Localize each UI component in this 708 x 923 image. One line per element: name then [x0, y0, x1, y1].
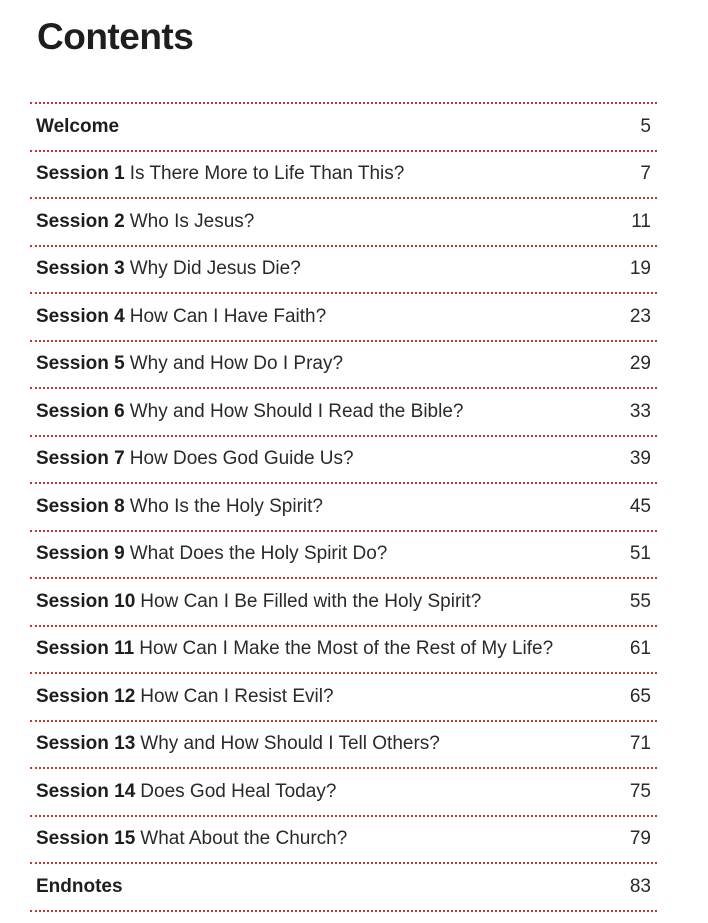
toc-entry-title: What Does the Holy Spirit Do?	[129, 543, 388, 565]
toc-entry-title: How Can I Make the Most of the Rest of My Life?	[139, 638, 554, 660]
toc-entry-page-number: 5	[640, 115, 651, 137]
toc-entry-session-4[interactable]	[30, 294, 657, 342]
table-of-contents	[30, 102, 657, 912]
toc-entry-title: Who Is the Holy Spirit?	[129, 495, 323, 517]
toc-entry-page-number: 51	[629, 543, 651, 565]
toc-entry-title: Who Is Jesus?	[129, 210, 255, 232]
toc-entry-session-6[interactable]	[30, 389, 657, 437]
toc-entry-label: Session 4	[36, 305, 125, 327]
toc-entry-session-1[interactable]	[30, 152, 657, 200]
toc-entry-label: Session 9	[36, 543, 125, 565]
toc-entry-session-12[interactable]	[30, 674, 657, 722]
toc-entry-page-number: 39	[629, 448, 651, 470]
toc-entry-page-number: 11	[631, 210, 651, 232]
toc-entry-session-9[interactable]	[30, 532, 657, 580]
toc-entry-label: Session 15	[36, 828, 136, 850]
toc-entry-page-number: 29	[629, 353, 651, 375]
toc-entry-page-number: 45	[629, 495, 651, 517]
toc-entry-title: How Can I Resist Evil?	[140, 685, 334, 707]
toc-entry-label: Session 12	[36, 685, 136, 707]
toc-entry-page-number: 19	[629, 258, 651, 280]
toc-entry-endnotes[interactable]	[30, 864, 657, 912]
toc-entry-page-number: 33	[629, 400, 651, 422]
toc-entry-page-number: 75	[629, 780, 651, 802]
toc-entry-title: Why and How Should I Read the Bible?	[129, 400, 464, 422]
toc-entry-page-number: 61	[629, 638, 651, 660]
toc-entry-page-number: 71	[629, 733, 651, 755]
toc-entry-page-number: 83	[629, 875, 651, 897]
toc-entry-page-number: 23	[629, 305, 651, 327]
toc-entry-label: Welcome	[36, 115, 120, 137]
toc-entry-label: Session 14	[36, 780, 136, 802]
toc-entry-session-14[interactable]	[30, 769, 657, 817]
toc-entry-page-number: 65	[629, 685, 651, 707]
toc-entry-title: Why and How Do I Pray?	[129, 353, 344, 375]
toc-entry-title: Does God Heal Today?	[140, 780, 337, 802]
toc-entry-title: How Can I Be Filled with the Holy Spirit?	[140, 590, 482, 612]
toc-entry-label: Session 11	[36, 638, 135, 660]
toc-entry-title: How Can I Have Faith?	[129, 305, 327, 327]
toc-entry-session-11[interactable]	[30, 627, 657, 675]
toc-entry-label: Session 10	[36, 590, 136, 612]
toc-entry-page-number: 7	[640, 163, 651, 185]
toc-entry-session-2[interactable]	[30, 199, 657, 247]
toc-entry-welcome[interactable]	[30, 104, 657, 152]
toc-entry-label: Session 1	[36, 163, 125, 185]
toc-entry-label: Session 2	[36, 210, 125, 232]
toc-entry-session-3[interactable]	[30, 247, 657, 295]
toc-entry-title: What About the Church?	[140, 828, 348, 850]
toc-entry-session-5[interactable]	[30, 342, 657, 390]
toc-entry-session-13[interactable]	[30, 722, 657, 770]
toc-entry-label: Session 3	[36, 258, 125, 280]
page-title: Contents	[37, 16, 194, 57]
toc-entry-session-8[interactable]	[30, 484, 657, 532]
toc-entry-page-number: 79	[629, 828, 651, 850]
toc-entry-label: Session 7	[36, 448, 125, 470]
toc-entry-label: Session 5	[36, 353, 125, 375]
toc-entry-session-7[interactable]	[30, 437, 657, 485]
toc-entry-page-number: 55	[629, 590, 651, 612]
toc-entry-label: Session 8	[36, 495, 125, 517]
toc-entry-label: Endnotes	[36, 875, 123, 897]
toc-entry-title: Is There More to Life Than This?	[129, 163, 405, 185]
toc-entry-title: Why Did Jesus Die?	[129, 258, 301, 280]
toc-entry-session-15[interactable]	[30, 817, 657, 865]
toc-entry-label: Session 13	[36, 733, 136, 755]
toc-entry-session-10[interactable]	[30, 579, 657, 627]
toc-entry-label: Session 6	[36, 400, 125, 422]
toc-entry-title: How Does God Guide Us?	[129, 448, 354, 470]
toc-entry-title: Why and How Should I Tell Others?	[140, 733, 440, 755]
